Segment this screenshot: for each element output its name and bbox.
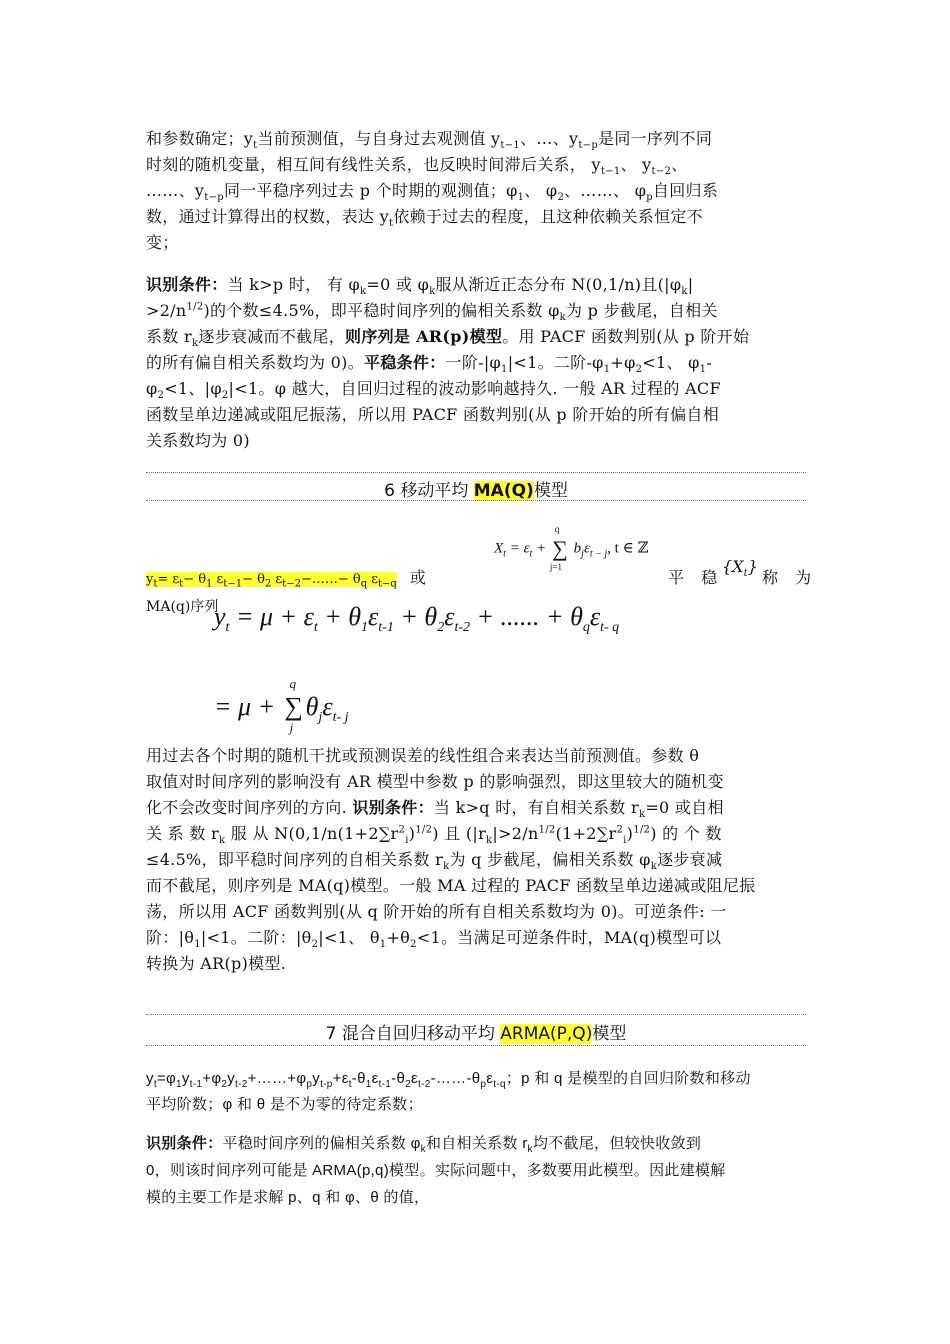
section-divider [146, 1045, 806, 1046]
text-line: ≤4.5%，即平稳时间序列的自相关系数 $r_k$为 q 步截尾，偏相关系数 $\varphi_k$逐步衰减 [146, 850, 723, 873]
text-line: ……、$y_{t-p}$同一平稳序列过去 p 个时期的观测值；$\varphi_1$、 $\varphi_2$、……、 $\varphi_p$自回归系 [146, 181, 719, 204]
text-line: 时刻的随机变量，相互间有线性关系，也反映时间滞后关系， $y_{t-1}$、 $y_{t-2}$、 [146, 155, 688, 178]
section-divider [146, 500, 806, 501]
text-line: 用过去各个时期的随机干扰或预测误差的线性组合来表达当前预测值。参数 θ [146, 746, 700, 765]
section-heading-ma: 6 移动平均 MA(Q)模型 [384, 481, 568, 501]
or-word: 或 [409, 568, 426, 587]
text-line: 而不截尾，则序列是 MA(q)模型。一般 MA 过程的 PACF 函数呈单边递减或阻尼振 [146, 876, 756, 895]
text-line: 荡，所以用 ACF 函数判别(从 q 阶开始的所有自相关系数均为 0)。可逆条件: 一 [146, 902, 727, 921]
text-line: 函数呈单边递减或阻尼振荡，所以用 PACF 函数判别(从 p 阶开始的所有偏自相 [146, 405, 720, 424]
text-line: 取值对时间序列的影响没有 AR 模型中参数 p 的影响强烈，即这里较大的随机变 [146, 772, 724, 791]
text-line: 关系数均为 0) [146, 431, 250, 450]
text-line: 识别条件：平稳时间序列的偏相关系数 $\varphi_k$和自相关系数 $r_k$均不截尾，但较快收敛到 [146, 1135, 702, 1155]
text-line: 平均阶数；φ 和 θ 是不为零的待定系数； [146, 1096, 423, 1113]
sum-symbol: ∑ q j=1 [549, 524, 568, 572]
text-line: 关 系 数 $r_k$ 服 从 $N(0,1/n(1+2\sum r^2_i)^{1/2})$ 且 $(|r_k|>2/n^{1/2}(1+2\sum r^2_i)^{1/2})$ 的 个 数 [146, 824, 722, 847]
paragraph-ma-description [146, 743, 806, 977]
pingwen-word: 平 稳 [668, 568, 724, 587]
ma-inline-formula: $y_t= \varepsilon_t- \theta_1$ $\varepsilon_{t-1}- \theta_2$ $\varepsilon_{t-2}-\dots\dots- \theta_q$ $\varepsilon_{t-q}$ [146, 572, 397, 590]
text-line: 识别条件：当 k>p 时， 有 $\varphi_k=0$ 或 $\varphi_k$服从渐近正态分布 N(0,1/n)且($|\varphi_k|$ [146, 275, 694, 298]
paragraph-ar-definition [146, 126, 806, 256]
sum-symbol: ∑ q j [284, 676, 303, 735]
text-line: 模的主要工作是求解 p、q 和 φ、θ 的值， [146, 1189, 430, 1206]
xt-set: $\{X_t\}$ [722, 557, 758, 580]
paragraph-ar-identification [146, 272, 806, 454]
text-line: 变； [146, 233, 179, 252]
chengwei-word: 称 为 [762, 568, 818, 587]
text-line: 系数 $r_k$逐步衰减而不截尾，则序列是 AR(p)模型。用 PACF 函数判别(从 p 阶开始 [146, 327, 750, 350]
text-line: 的所有偏自相关系数均为 0)。平稳条件：一阶$-|\varphi_1|<1$。二阶$-\varphi_1+\varphi_2<1$、 $\varphi_1-$ [146, 353, 713, 376]
text-line: $y_t=\varphi_1y_{t-1}+\varphi_2y_{t-2}+\dots\dots+\varphi_py_{t-p}+\varepsilon_t-\theta_1\varepsilon_{t-1}-\theta_2\varepsilon_{t-2}-\dots\dots-\theta_p\varepsilon_{t-q}$；p 和 q 是模型的自回归阶数和移动 [146, 1070, 751, 1090]
paragraph-arma-equation [146, 1066, 806, 1118]
paragraph-arma-identification [146, 1130, 806, 1211]
text-line: 和参数确定；$y_t$当前预测值，与自身过去观测值 $y_{t-1}$、…、$y_{t-p}$是同一序列不同 [146, 129, 713, 152]
section-divider [146, 472, 806, 473]
text-line: $>2/n^{1/2}$)的个数≤4.5%，即平稳时间序列的偏相关系数 $\varphi_k$为 p 步截尾，自相关 [146, 301, 718, 324]
text-line: 转换为 AR(p)模型. [146, 954, 287, 973]
ma-sequence-label: MA(q)序列 [146, 599, 219, 615]
text-line: 0，则该时间序列可能是 ARMA(p,q)模型。实际问题中，多数要用此模型。因此建模解 [146, 1162, 726, 1179]
ma-big-equation-2: = μ + ∑ q j $\theta_j\varepsilon_{t- j}$ [214, 676, 349, 735]
text-line: $\varphi_2<1$、$|\varphi_2|<1$。φ 越大，自回归过程的波动影响越持久. 一般 AR 过程的 ACF [146, 379, 721, 402]
text-line: 阶：$|\theta_1|<1$。二阶：$|\theta_2|<1$、 $\theta_1+\theta_2<1$。当满足可逆条件时，MA(q)模型可以 [146, 928, 722, 951]
text-line: 数，通过计算得出的权数，表达 $y_t$依赖于过去的程度，且这种依赖关系恒定不 [146, 207, 703, 230]
ma-big-equation-1: $y_t = \mu + \varepsilon_t + \theta_1\varepsilon_{t-1} + \theta_2\varepsilon_{t-2}$ + ...... + $\theta_q\varepsilon_{t- q}$ [214, 602, 620, 636]
section-heading-arma: 7 混合自回归移动平均 ARMA(P,Q)模型 [325, 1024, 627, 1044]
ma-sum-formula: $X_t = \varepsilon_t$ + ∑ q j=1 $b_j\varepsilon_{t - j}$, t ∈ ℤ [494, 524, 649, 572]
section-divider [146, 1014, 806, 1015]
text-line: 化不会改变时间序列的方向. 识别条件：当 k>q 时，有自相关系数 $r_k=0$ 或自相 [146, 798, 724, 821]
